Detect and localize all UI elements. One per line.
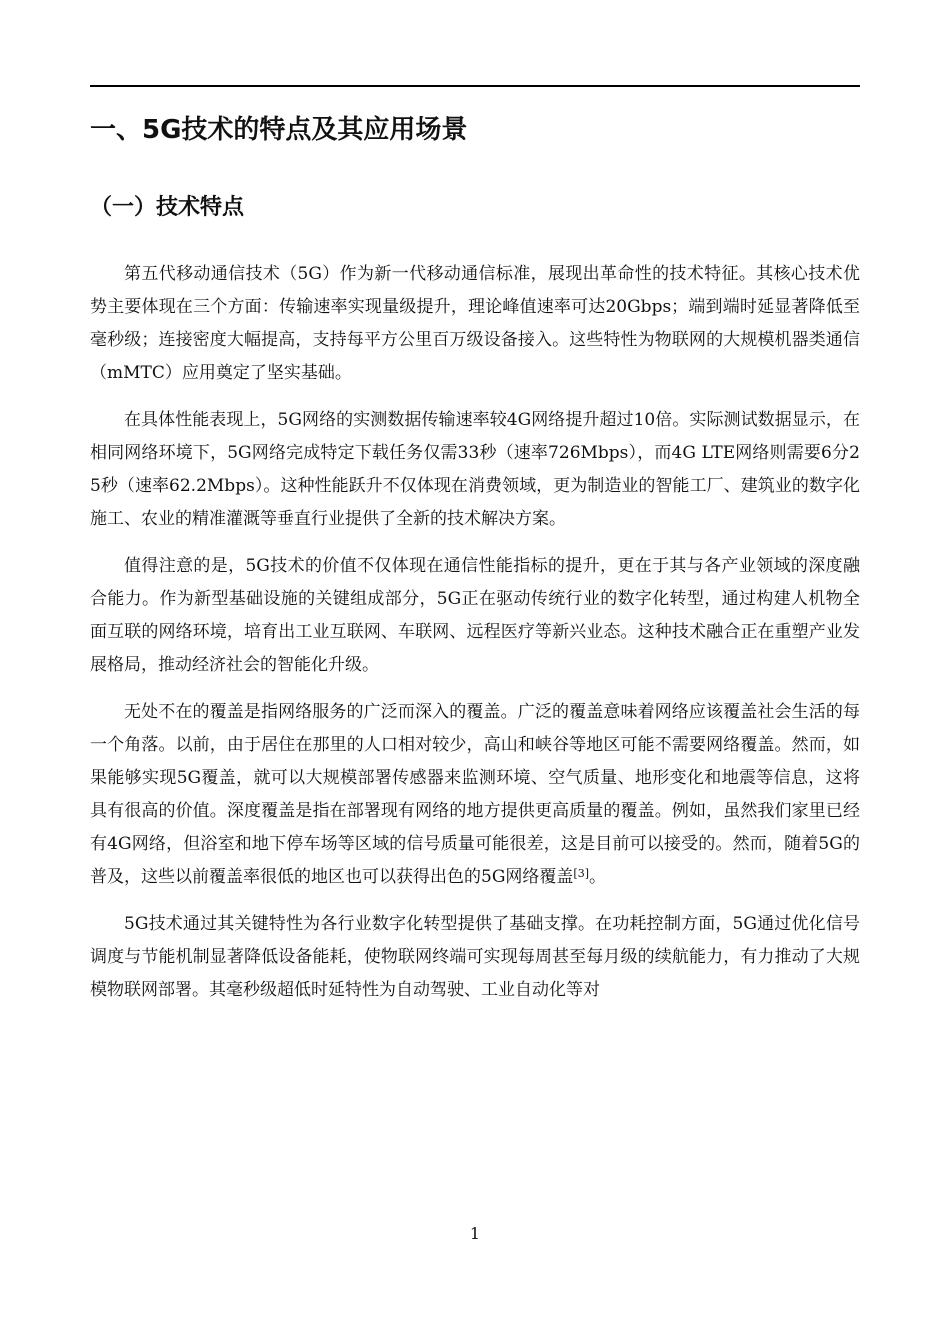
section-heading: 一、5G技术的特点及其应用场景	[90, 115, 468, 145]
paragraph-4-end: 。	[589, 867, 606, 887]
paragraph-3: 值得注意的是，5G技术的价值不仅体现在通信性能指标的提升，更在于其与各产业领域的深度融合能力。作为新型基础设施的关键组成部分，5G正在驱动传统行业的数字化转型，通过构建人机物全面互联的网络环境，培育出工业互联网、车联网、远程医疗等新兴业态。这种技术融合正在重塑产业发展格局，推动经济社会的智能化升级。	[90, 556, 860, 675]
subsection-heading: （一）技术特点	[90, 195, 245, 220]
paragraph-1: 第五代移动通信技术（5G）作为新一代移动通信标准，展现出革命性的技术特征。其核心技术优势主要体现在三个方面：传输速率实现量级提升，理论峰值速率可达20Gbps；端到端时延显著降低至毫秒级；连接密度大幅提高，支持每平方公里百万级设备接入。这些特性为物联网的大规模机器类通信（mMTC）应用奠定了坚实基础。	[90, 264, 860, 383]
page-number: 1	[469, 1224, 481, 1243]
body-text	[90, 258, 860, 1021]
paragraph-5: 5G技术通过其关键特性为各行业数字化转型提供了基础支撑。在功耗控制方面，5G通过优化信号调度与节能机制显著降低设备能耗，使物联网终端可实现每周甚至每月级的续航能力，有力推动了大规模物联网部署。其毫秒级超低时延特性为自动驾驶、工业自动化等对	[90, 914, 860, 1000]
header-rule	[90, 85, 860, 87]
paragraph-2: 在具体性能表现上，5G网络的实测数据传输速率较4G网络提升超过10倍。实际测试数据显示，在相同网络环境下，5G网络完成特定下载任务仅需33秒（速率726Mbps），而4G LTE网络则需要6分25秒（速率62.2Mbps）。这种性能跃升不仅体现在消费领域，更为制造业的智能工厂、建筑业的数字化施工、农业的精准灌溉等垂直行业提供了全新的技术解决方案。	[90, 410, 860, 529]
citation-reference[interactable]: [3]	[573, 867, 589, 880]
paragraph-4-text: 无处不在的覆盖是指网络服务的广泛而深入的覆盖。广泛的覆盖意味着网络应该覆盖社会生活的每一个角落。以前，由于居住在那里的人口相对较少，高山和峡谷等地区可能不需要网络覆盖。然而，如果能够实现5G覆盖，就可以大规模部署传感器来监测环境、空气质量、地形变化和地震等信息，这将具有很高的价值。深度覆盖是指在部署现有网络的地方提供更高质量的覆盖。例如，虽然我们家里已经有4G网络，但浴室和地下停车场等区域的信号质量可能很差，这是目前可以接受的。然而，随着5G的普及，这些以前覆盖率很低的地区也可以获得出色的5G网络覆盖	[90, 702, 860, 887]
paragraph-4	[90, 696, 860, 894]
